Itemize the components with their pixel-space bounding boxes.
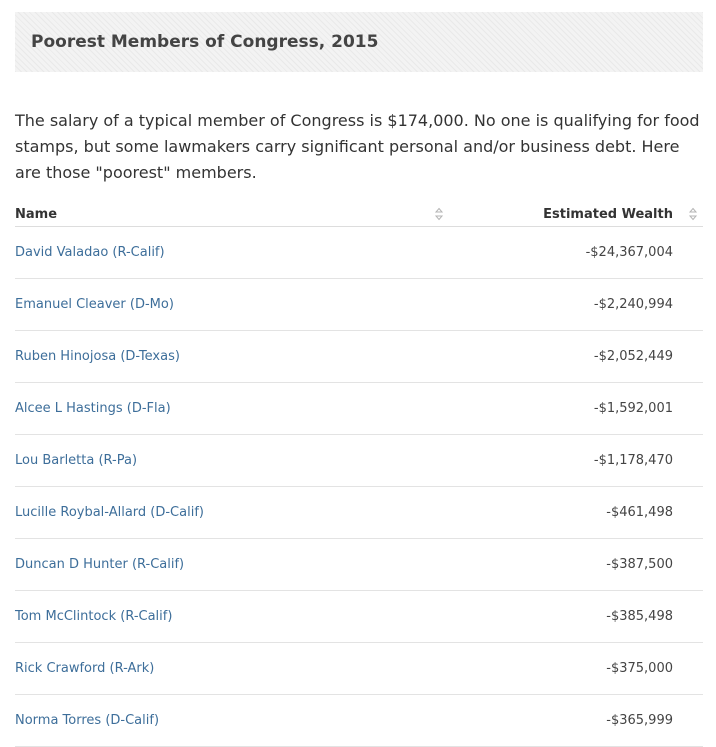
estimated-wealth: -$1,592,001 (439, 383, 703, 435)
table-row (15, 383, 703, 435)
estimated-wealth: -$375,000 (439, 643, 703, 695)
member-name: Emanuel Cleaver (D-Mo) (15, 279, 439, 331)
table-row (15, 279, 703, 331)
table-row (15, 695, 703, 747)
column-header-name[interactable] (15, 202, 439, 227)
table-row (15, 435, 703, 487)
table-row (15, 227, 703, 279)
member-name: Ruben Hinojosa (D-Texas) (15, 331, 439, 383)
estimated-wealth: -$385,498 (439, 591, 703, 643)
page-title: Poorest Members of Congress, 2015 (31, 32, 379, 52)
title-banner (15, 12, 703, 72)
column-header-wealth-label: Estimated Wealth (543, 206, 673, 222)
wealth-table (15, 202, 703, 747)
table-row (15, 539, 703, 591)
column-header-wealth[interactable] (439, 202, 703, 227)
estimated-wealth: -$2,240,994 (439, 279, 703, 331)
member-name: Tom McClintock (R-Calif) (15, 591, 439, 643)
intro-paragraph: The salary of a typical member of Congress is $174,000. No one is qualifying for food stamps, but some lawmakers carry significant personal and/or business debt. Here are those "poorest" members. (15, 111, 700, 182)
table-row (15, 487, 703, 539)
table-row (15, 331, 703, 383)
estimated-wealth: -$2,052,449 (439, 331, 703, 383)
table-row (15, 591, 703, 643)
estimated-wealth: -$387,500 (439, 539, 703, 591)
member-name: Lucille Roybal-Allard (D-Calif) (15, 487, 439, 539)
sort-arrows-icon[interactable] (688, 207, 698, 221)
table-row (15, 643, 703, 695)
estimated-wealth: -$365,999 (439, 695, 703, 747)
estimated-wealth: -$24,367,004 (439, 227, 703, 279)
estimated-wealth: -$1,178,470 (439, 435, 703, 487)
member-name: Duncan D Hunter (R-Calif) (15, 539, 439, 591)
member-name: Alcee L Hastings (D-Fla) (15, 383, 439, 435)
member-name: Lou Barletta (R-Pa) (15, 435, 439, 487)
member-name: David Valadao (R-Calif) (15, 227, 439, 279)
table-header-row (15, 202, 703, 227)
column-header-name-label: Name (15, 206, 58, 222)
estimated-wealth: -$461,498 (439, 487, 703, 539)
member-name: Norma Torres (D-Calif) (15, 695, 439, 747)
member-name: Rick Crawford (R-Ark) (15, 643, 439, 695)
